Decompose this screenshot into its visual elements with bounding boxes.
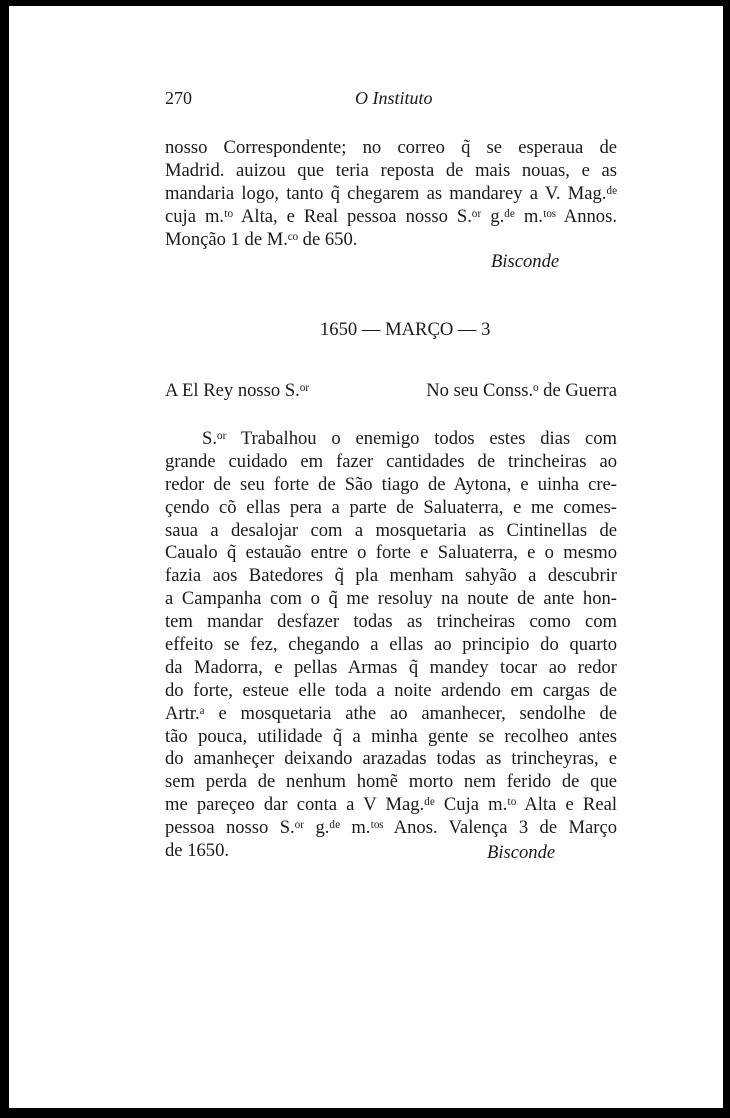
letter-2-body [165,428,617,863]
text-line: cuja m.ᵗᵒ Alta, e Real pessoa nosso S.ᵒʳ g.ᵈᵉ m.ᵗᵒˢ Annos. [165,205,617,227]
text-line: Artr.ᵃ e mosquetaria athe ao amanhecer, sendolhe de [165,702,617,724]
text-line: çendo cõ ellas pera a parte de Saluaterra, e me comes- [165,496,617,518]
letter-1-signature: Bisconde [491,251,560,272]
text-line: Madrid. auizou que teria reposta de mais nouas, e as [165,159,617,181]
text-line: saua a desalojar com a mosquetaria as Cintinellas de [165,519,617,541]
text-line: S.ᵒʳ Trabalhou o enemigo todos estes dias com [202,428,617,449]
text-line: a Campanha com o q̃ me resoluy na noute de ante hon- [165,588,617,610]
text-line: do forte, esteue elle toda a noite ardendo em cargas de [165,679,617,701]
text-line: fazia aos Batedores q̃ pla menham sahyão a descubrir [165,565,617,587]
letter-2-signature: Bisconde [487,842,556,863]
letter-2-addressee: A El Rey nosso S.ᵒʳ [165,380,310,401]
text-line: tem mandar desfazer todas as trincheiras como com [165,611,617,633]
letter-2-council: No seu Conss.ᵒ de Guerra [426,380,617,401]
text-line: redor de seu forte de São tiago de Aytona, e uinha cre- [165,473,617,495]
text-line: tão pouca, utilidade q̃ a minha gente se recolheo antes [165,725,617,747]
running-header [165,88,617,114]
text-line: sem perda de nenhum homẽ morto nem ferido de que [165,771,617,793]
text-line: grande cuidado em fazer cantidades de trincheiras ao [165,450,617,472]
page-number: 270 [165,88,192,108]
journal-title: O Instituto [355,88,433,108]
document-page [9,6,723,1108]
text-line: mandaria logo, tanto q̃ chegarem as mandarey a V. Mag.ᵈᵉ [165,182,617,204]
text-line: de 1650. [165,840,230,862]
text-line: nosso Correspondente; no correo q̃ se esperaua de [165,137,617,158]
text-line: me pareçeo dar conta a V Mag.ᵈᵉ Cuja m.ᵗᵒ Alta e Real [165,794,617,816]
text-line: da Madorra, e pellas Armas q̃ mandey tocar ao redor [165,656,617,678]
letter-2-date-heading: 1650 — MARÇO — 3 [320,319,491,340]
text-line: Caualo q̃ estauão entre o forte e Saluaterra, e o mesmo [165,542,617,564]
text-line: pessoa nosso S.ᵒʳ g.ᵈᵉ m.ᵗᵒˢ Anos. Valença 3 de Março [165,817,617,839]
text-line: Monção 1 de M.ᶜᵒ de 650. [165,228,358,250]
text-line: do amanheçer deixando arazadas todas as trincheyras, e [165,748,617,770]
letter-1-body [165,137,617,251]
text-line: effeito se fez, chegando a ellas ao principio do quarto [165,634,617,656]
